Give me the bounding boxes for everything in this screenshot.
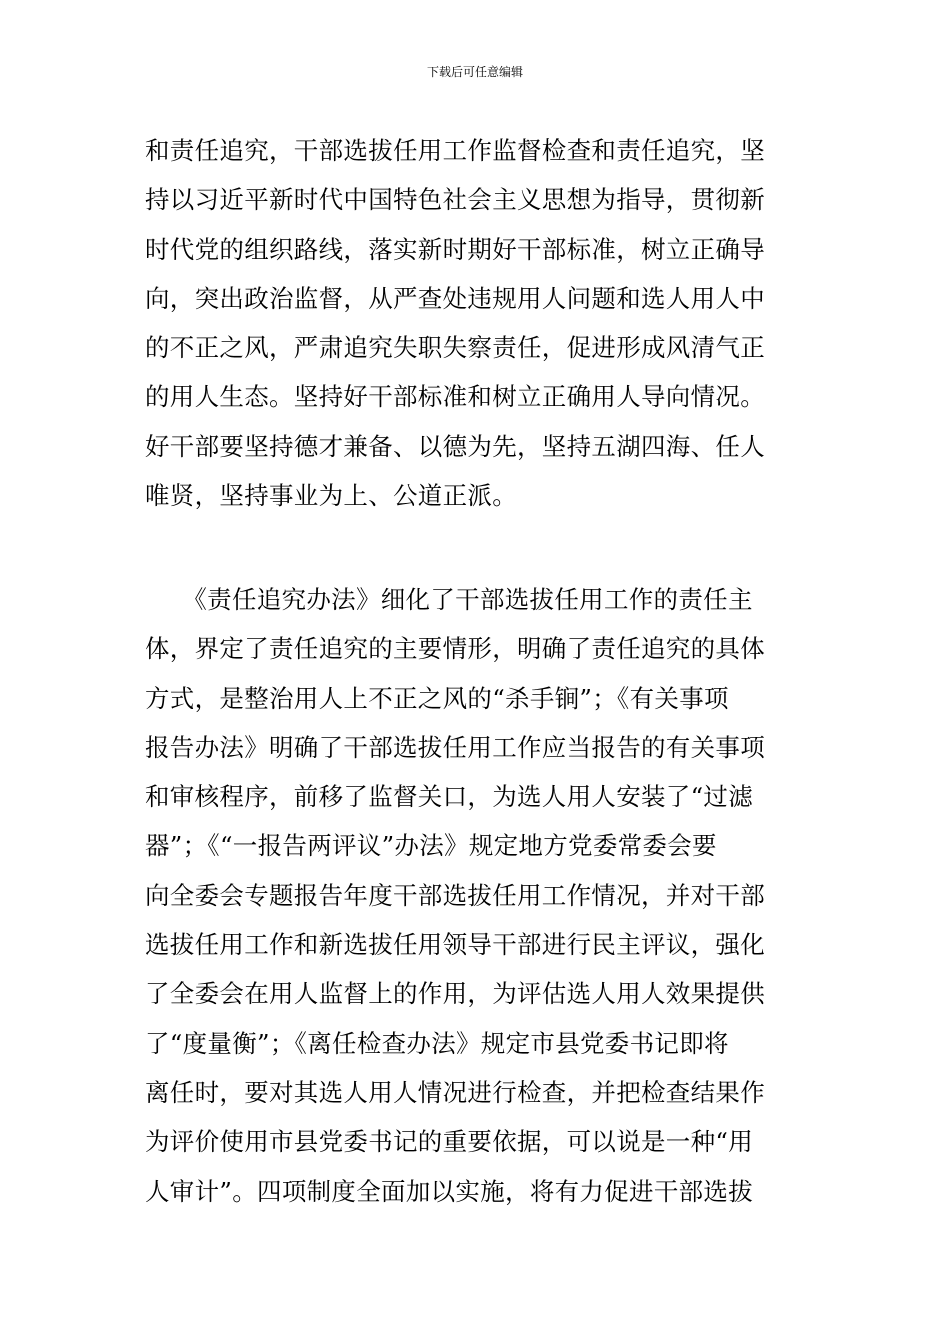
paragraph-line: 报告办法》明确了干部选拔任用工作应当报告的有关事项 — [145, 732, 765, 762]
paragraph-line: 向全委会专题报告年度干部选拔任用工作情况，并对干部 — [145, 880, 765, 910]
body-paragraph-2 — [145, 575, 820, 1216]
paragraph-line: 的不正之风，严肃追究失职失察责任，促进形成风清气正 — [145, 333, 765, 363]
paragraph-line: 的用人生态。坚持好干部标准和树立正确用人导向情况。 — [145, 382, 765, 412]
body-paragraph-1 — [145, 126, 820, 520]
paragraph-line: 唯贤，坚持事业为上、公道正派。 — [145, 481, 517, 511]
paragraph-line: 体，界定了责任追究的主要情形，明确了责任追究的具体 — [145, 634, 765, 664]
paragraph-line: 了全委会在用人监督上的作用，为评估选人用人效果提供 — [145, 979, 765, 1009]
paragraph-line: 和责任追究，干部选拔任用工作监督检查和责任追究，坚 — [145, 136, 765, 165]
paragraph-line: 器”；《“一报告两评议”办法》规定地方党委常委会要 — [145, 831, 717, 861]
paragraph-line: 时代党的组织路线，落实新时期好干部标准，树立正确导 — [145, 234, 765, 264]
paragraph-line: 为评价使用市县党委书记的重要依据，可以说是一种“用 — [145, 1127, 754, 1157]
paragraph-line: 《责任追究办法》细化了干部选拔任用工作的责任主 — [145, 585, 753, 614]
paragraph-line: 和审核程序，前移了监督关口，为选人用人安装了“过滤 — [145, 782, 754, 812]
paragraph-line: 持以习近平新时代中国特色社会主义思想为指导，贯彻新 — [145, 185, 765, 215]
paragraph-line: 好干部要坚持德才兼备、以德为先，坚持五湖四海、任人 — [145, 431, 765, 461]
paragraph-line: 离任时，要对其选人用人情况进行检查，并把检查结果作 — [145, 1077, 765, 1107]
paragraph-line: 了“度量衡”；《离任检查办法》规定市县党委书记即将 — [145, 1028, 729, 1058]
paragraph-line: 人审计”。四项制度全面加以实施，将有力促进干部选拔 — [145, 1176, 754, 1206]
paragraph-line: 方式，是整治用人上不正之风的“杀手锏”；《有关事项 — [145, 683, 729, 713]
page-header-note: 下载后可任意编辑 — [426, 65, 523, 79]
paragraph-line: 向，突出政治监督，从严查处违规用人问题和选人用人中 — [145, 283, 765, 313]
paragraph-line: 选拔任用工作和新选拔任用领导干部进行民主评议，强化 — [145, 930, 765, 960]
